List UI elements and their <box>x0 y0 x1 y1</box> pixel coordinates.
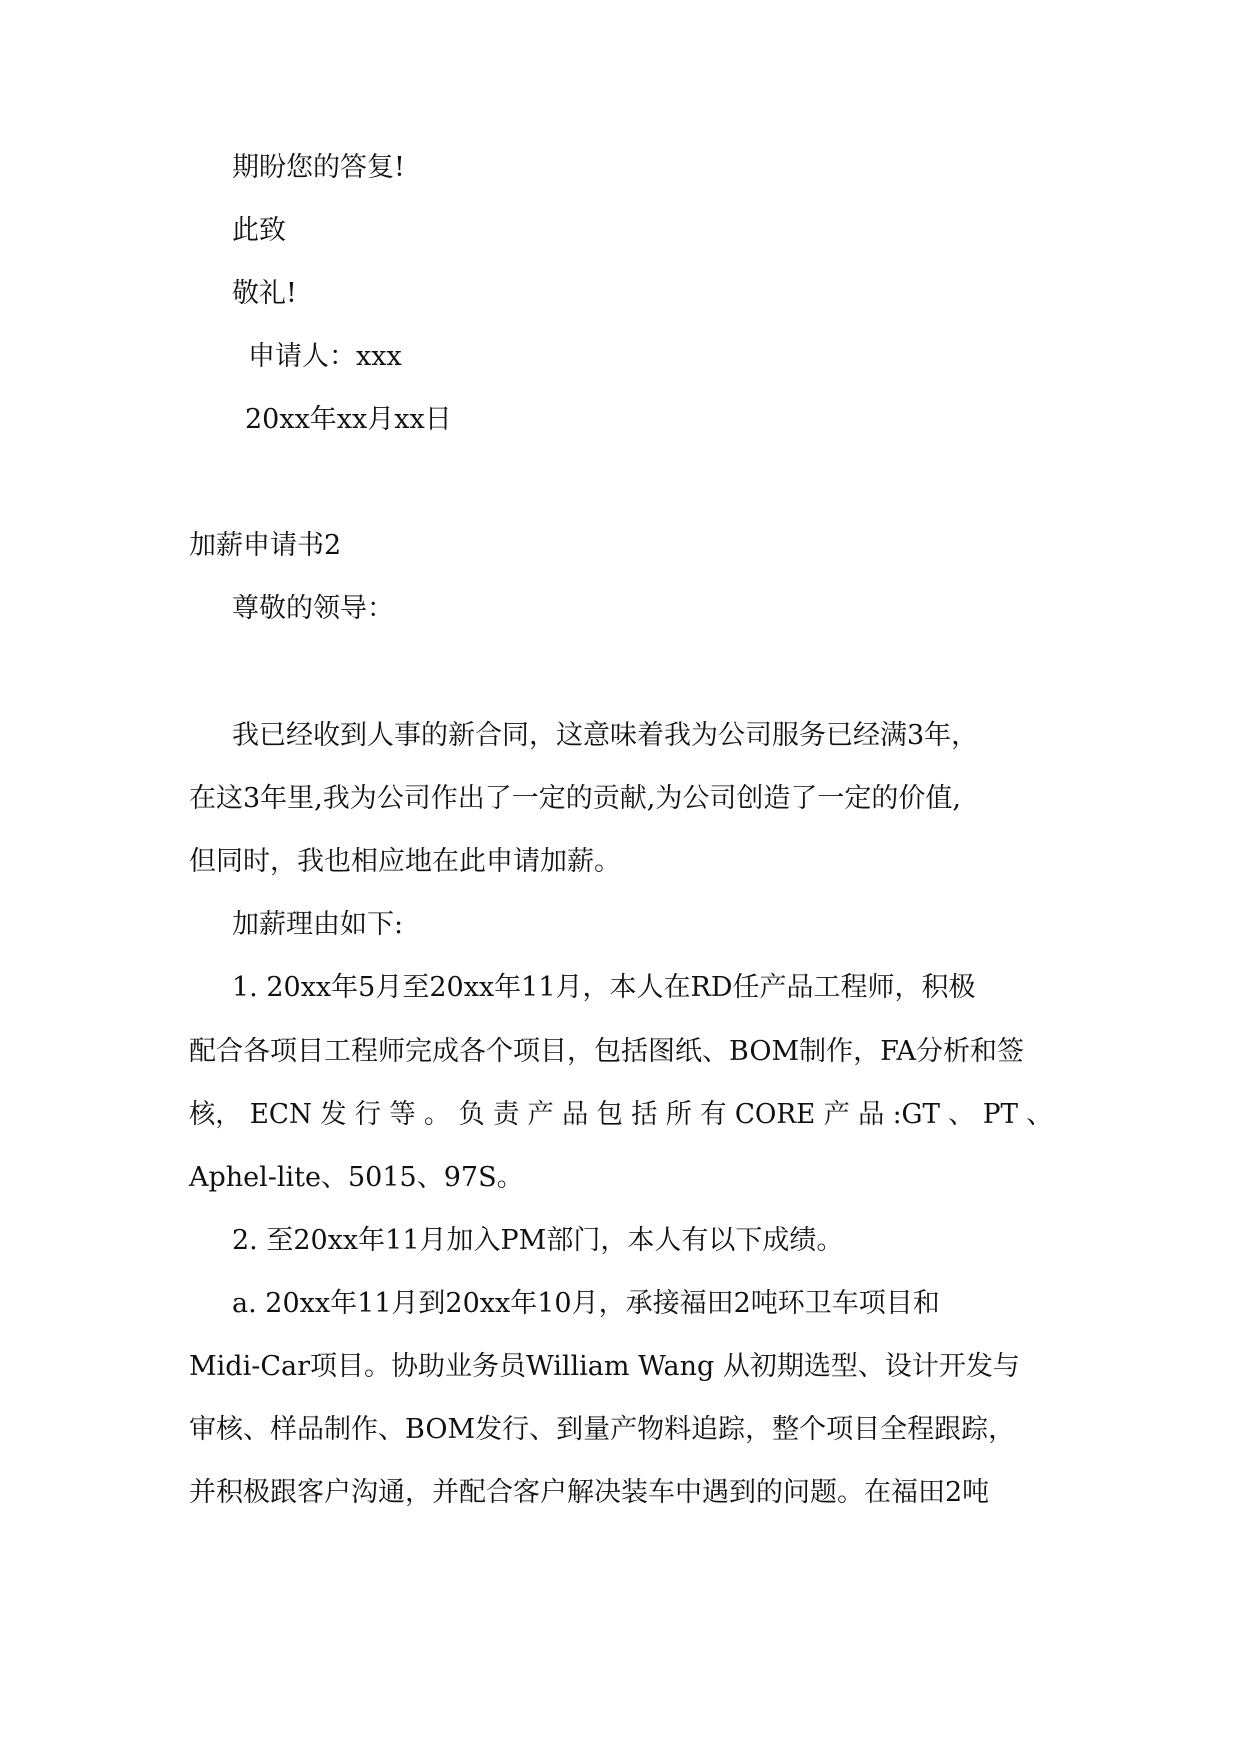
item2a-line: a. 20xx年11月到20xx年10月，承接福田2吨环卫车项目和 <box>232 1288 940 1319</box>
greeting: 尊敬的领导： <box>232 593 394 624</box>
closing-date: 20xx年xx月xx日 <box>245 404 452 435</box>
closing-salute-1: 此致 <box>232 215 286 246</box>
item1-line: Aphel-lite、5015、97S。 <box>189 1162 524 1193</box>
closing-salute-2: 敬礼! <box>232 278 297 309</box>
item2a-line: 并积极跟客户沟通，并配合客户解决装车中遇到的问题。在福田2吨 <box>189 1477 990 1508</box>
item1-line: 核， ECN 发 行 等 。 负 责 产 品 包 括 所 有 CORE 产 品 :GT 、 PT 、 <box>189 1099 1053 1130</box>
closing-hope-reply: 期盼您的答复! <box>232 152 405 183</box>
intro-line: 在这3年里,我为公司作出了一定的贡献,为公司创造了一定的价值, <box>189 783 961 814</box>
reasons-heading: 加薪理由如下: <box>232 909 404 940</box>
item1-line: 1. 20xx年5月至20xx年11月，本人在RD任产品工程师，积极 <box>232 972 976 1003</box>
applicant-signature: 申请人：xxx <box>248 341 402 372</box>
intro-line: 我已经收到人事的新合同，这意味着我为公司服务已经满3年， <box>232 720 979 751</box>
item1-line: 配合各项目工程师完成各个项目，包括图纸、BOM制作，FA分析和签 <box>189 1036 1025 1067</box>
intro-line: 但同时，我也相应地在此申请加薪。 <box>189 846 621 877</box>
item2a-line: 审核、样品制作、BOM发行、到量产物料追踪，整个项目全程跟踪， <box>189 1414 1016 1445</box>
item2a-line: Midi-Car项目。协助业务员William Wang 从初期选型、设计开发与 <box>189 1351 1020 1382</box>
letter-title: 加薪申请书2 <box>189 530 342 561</box>
item2-line: 2. 至20xx年11月加入PM部门，本人有以下成绩。 <box>232 1225 844 1256</box>
